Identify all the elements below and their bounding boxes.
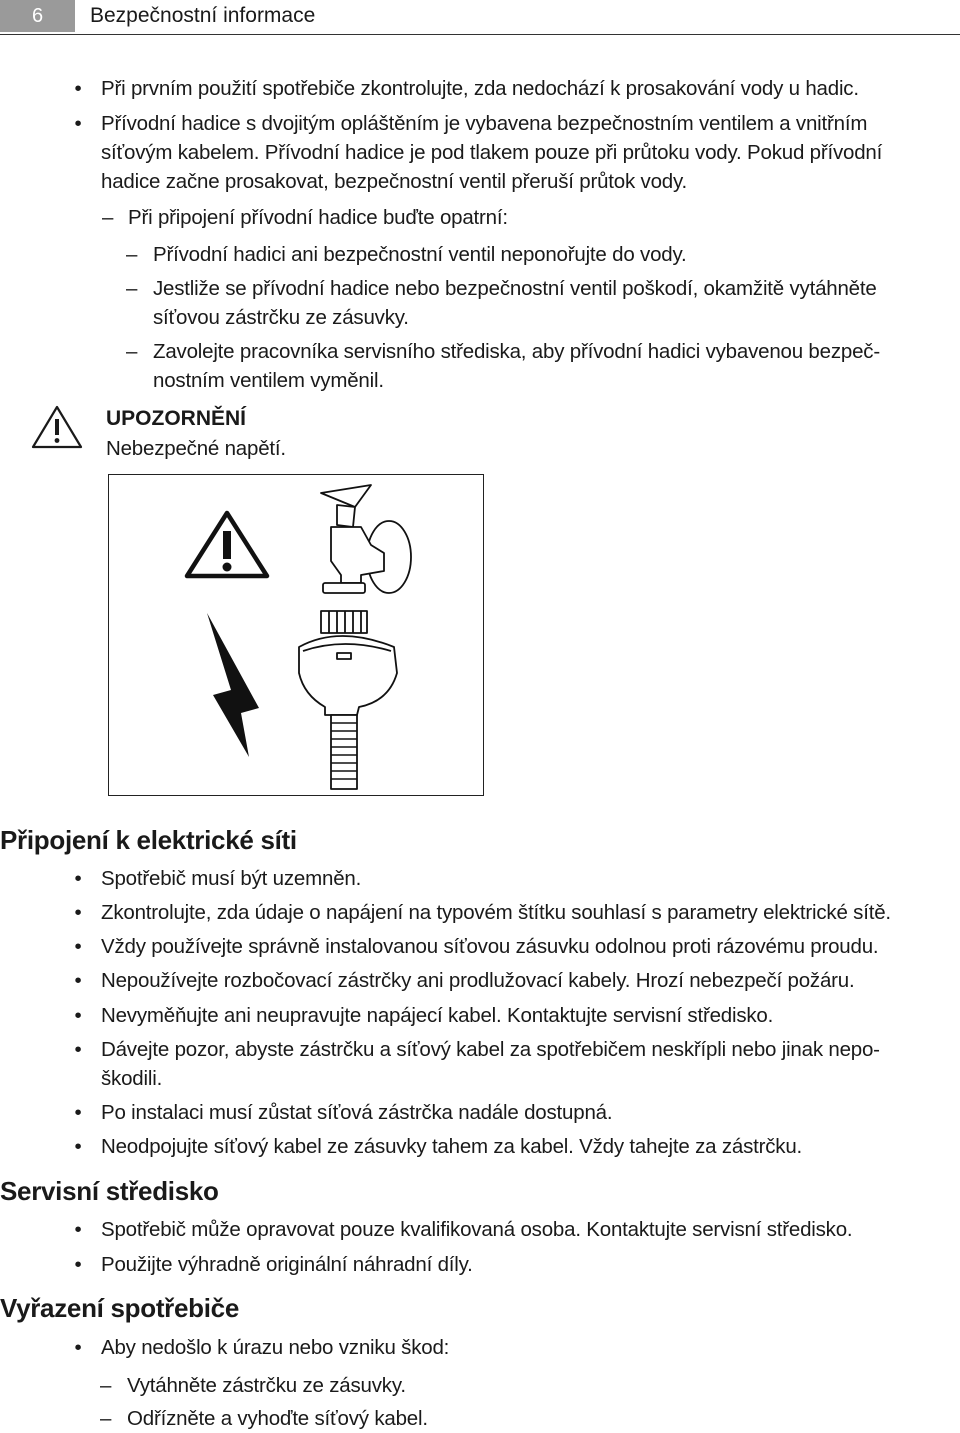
warning-triangle-icon bbox=[30, 403, 84, 451]
service-bullet-2: Použijte výhradně originální náhradní díly. bbox=[101, 1253, 473, 1276]
header-divider bbox=[0, 34, 960, 35]
hose-note-item-3-line-1: Zavolejte pracovníka servisního střediska, aby přívodní hadici vybavenou bezpeč- bbox=[153, 340, 880, 363]
intro-bullet-2-line-1: Přívodní hadice s dvojitým opláštěním je vybavena bezpečnostním ventilem a vnitřním bbox=[101, 112, 868, 135]
header-title: Bezpečnostní informace bbox=[90, 4, 316, 27]
intro-bullet-2-line-3: hadice začne prosakovat, bezpečnostní ventil přeruší průtok vody. bbox=[101, 170, 688, 193]
warning-text: Nebezpečné napětí. bbox=[106, 437, 286, 460]
bullet-marker: • bbox=[74, 1253, 82, 1276]
bullet-marker: • bbox=[74, 1336, 82, 1359]
bullet-marker: • bbox=[74, 77, 82, 100]
electrical-bullet-1: Spotřebič musí být uzemněn. bbox=[101, 867, 362, 890]
warning-title: UPOZORNĚNÍ bbox=[106, 407, 247, 430]
bullet-marker: • bbox=[74, 1101, 82, 1124]
dash-marker: – bbox=[100, 1374, 112, 1397]
hose-note-item-2-line-2: síťovou zástrčku ze zásuvky. bbox=[153, 306, 409, 329]
page-number: 6 bbox=[0, 0, 75, 32]
electrical-bullet-8: Neodpojujte síťový kabel ze zásuvky tahem za kabel. Vždy tahejte za zástrčku. bbox=[101, 1135, 803, 1158]
bullet-marker: • bbox=[74, 112, 82, 135]
section-title-service: Servisní středisko bbox=[0, 1176, 219, 1206]
section-title-disposal: Vyřazení spotřebiče bbox=[0, 1293, 239, 1323]
electrical-bullet-4: Nepoužívejte rozbočovací zástrčky ani prodlužovací kabely. Hrozí nebezpečí požáru. bbox=[101, 969, 855, 992]
electrical-bullet-6-line-1: Dávejte pozor, abyste zástrčku a síťový kabel za spotřebičem neskřípli nebo jinak nepo- bbox=[101, 1038, 880, 1061]
bullet-marker: • bbox=[74, 1038, 82, 1061]
service-bullet-1: Spotřebič může opravovat pouze kvalifikovaná osoba. Kontaktujte servisní středisko. bbox=[101, 1218, 853, 1241]
bullet-marker: • bbox=[74, 935, 82, 958]
dash-marker: – bbox=[102, 206, 114, 229]
bullet-marker: • bbox=[74, 1004, 82, 1027]
electrical-bullet-6-line-2: škodili. bbox=[101, 1067, 163, 1090]
bullet-marker: • bbox=[74, 901, 82, 924]
dash-marker: – bbox=[126, 243, 138, 266]
dash-marker: – bbox=[100, 1407, 112, 1430]
hose-note-item-2-line-1: Jestliže se přívodní hadice nebo bezpečnostní ventil poškodí, okamžitě vytáhněte bbox=[153, 277, 877, 300]
disposal-dash-item-1: Vytáhněte zástrčku ze zásuvky. bbox=[127, 1374, 406, 1397]
electrical-bullet-3: Vždy používejte správně instalovanou síťovou zásuvku odolnou proti rázovému proudu. bbox=[101, 935, 879, 958]
hose-note-intro: Při připojení přívodní hadice buďte opatrní: bbox=[128, 206, 508, 229]
electrical-bullet-2: Zkontrolujte, zda údaje o napájení na typovém štítku souhlasí s parametry elektrické sítě. bbox=[101, 901, 891, 924]
hose-note-item-3-line-2: nostním ventilem vyměnil. bbox=[153, 369, 384, 392]
high-voltage-icon bbox=[207, 613, 259, 757]
electrical-bullet-7: Po instalaci musí zůstat síťová zástrčka nadále dostupná. bbox=[101, 1101, 613, 1124]
water-tap-hose-icon bbox=[299, 485, 411, 789]
hazard-illustration bbox=[108, 474, 484, 796]
disposal-dash-item-2: Odřízněte a vyhoďte síťový kabel. bbox=[127, 1407, 428, 1430]
bullet-marker: • bbox=[74, 1218, 82, 1241]
intro-bullet-2-line-2: síťovým kabelem. Přívodní hadice je pod tlakem pouze při průtoku vody. Pokud přívodní bbox=[101, 141, 883, 164]
dash-marker: – bbox=[126, 340, 138, 363]
dash-marker: – bbox=[126, 277, 138, 300]
hose-note-item-1: Přívodní hadici ani bezpečnostní ventil neponořujte do vody. bbox=[153, 243, 687, 266]
bullet-marker: • bbox=[74, 1135, 82, 1158]
bullet-marker: • bbox=[74, 969, 82, 992]
bullet-marker: • bbox=[74, 867, 82, 890]
disposal-bullet-1: Aby nedošlo k úrazu nebo vzniku škod: bbox=[101, 1336, 450, 1359]
section-title-electrical: Připojení k elektrické síti bbox=[0, 825, 297, 855]
electrical-bullet-5: Nevyměňujte ani neupravujte napájecí kabel. Kontaktujte servisní středisko. bbox=[101, 1004, 774, 1027]
intro-bullet-1: Při prvním použití spotřebiče zkontrolujte, zda nedochází k prosakování vody u hadic. bbox=[101, 77, 859, 100]
warning-triangle-icon bbox=[187, 513, 267, 576]
